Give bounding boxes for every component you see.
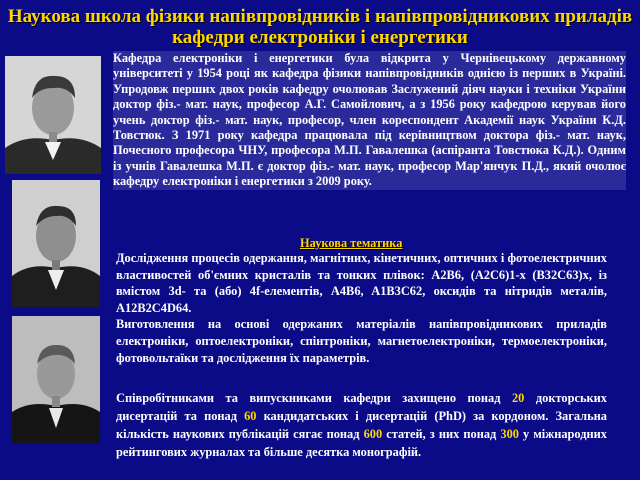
candidate-count: 60 [244, 409, 257, 423]
achievements-text-2: докторських дисертацій та понад [116, 391, 607, 423]
research-paragraph-1: Дослідження процесів одержання, магнітних, кінетичних, оптичних і фотоелектричних властивостей об'ємних кристалів та тонких плівок: A2B6, (A2C6)1-x (B32C63)x, із вмістом 3d- та (або) 4f-елементів, A4B6, A1B3C62, оксидів та нітридів металів, A12B2C4D64. [116, 251, 607, 315]
publications-count: 600 [363, 427, 383, 441]
portrait-photo-1 [5, 56, 101, 174]
title-line-2: кафедри електроніки і енергетики [172, 27, 468, 48]
achievements-text-4: статей, з них понад [382, 427, 501, 441]
international-publications-count: 300 [500, 427, 519, 441]
portrait-photo-3 [12, 316, 100, 443]
achievements-text [116, 389, 607, 461]
doctoral-count: 20 [511, 391, 525, 405]
research-topics-text [116, 250, 607, 366]
title-line-1: Наукова школа фізики напівпровідників і напівпровідникових приладів [7, 6, 633, 27]
achievements-text-3: кандидатських і дисертацій (PhD) за кордоном. Загальна кількість наукових публікацій сягає понад [116, 409, 607, 441]
slide-title [0, 6, 640, 48]
portrait-photo-2 [12, 180, 100, 307]
research-paragraph-2: Виготовлення на основі одержаних матеріалів напівпровідникових приладів електроніки, оптоелектроніки, спінтроніки, магнетоелектроніки, термоелектроніки, фотовольтаїки та дослідження їх параметрів. [116, 317, 607, 365]
department-history-text: Кафедра електроніки і енергетики була відкрита у Чернівецькому державному університеті у 1954 році як кафедра фізики напівпровідників однією із перших в Україні. Упродовж перших двох років кафедру очолював Заслужений діяч науки і техніки України доктор фіз.- мат. наук, професор А.Г. Самойлович, а з 1956 року кафедрою керував його учень доктор фіз.- мат. наук, професор, член кореспондент Академії наук України К.Д. Товстюк. З 1971 року кафедра працювала під керівництвом доктора фіз.- мат. наук, Почесного професора ЧНУ, професора М.П. Гавалешка (аспіранта Товстюка К.Д.). Одним із учнів Гавалешка М.П. є доктор фіз.- мат. наук, професор Мар'янчук П.Д., який очолює кафедру електроніки і енергетики з 2009 року. [113, 51, 626, 189]
achievements-text-1: Співробітниками та випускниками кафедри захищено понад [116, 391, 512, 405]
research-topics-heading: Наукова тематика [300, 236, 403, 250]
achievements-text-5: у міжнародних рейтингових журналах та більше десятка монографій. [116, 427, 607, 459]
